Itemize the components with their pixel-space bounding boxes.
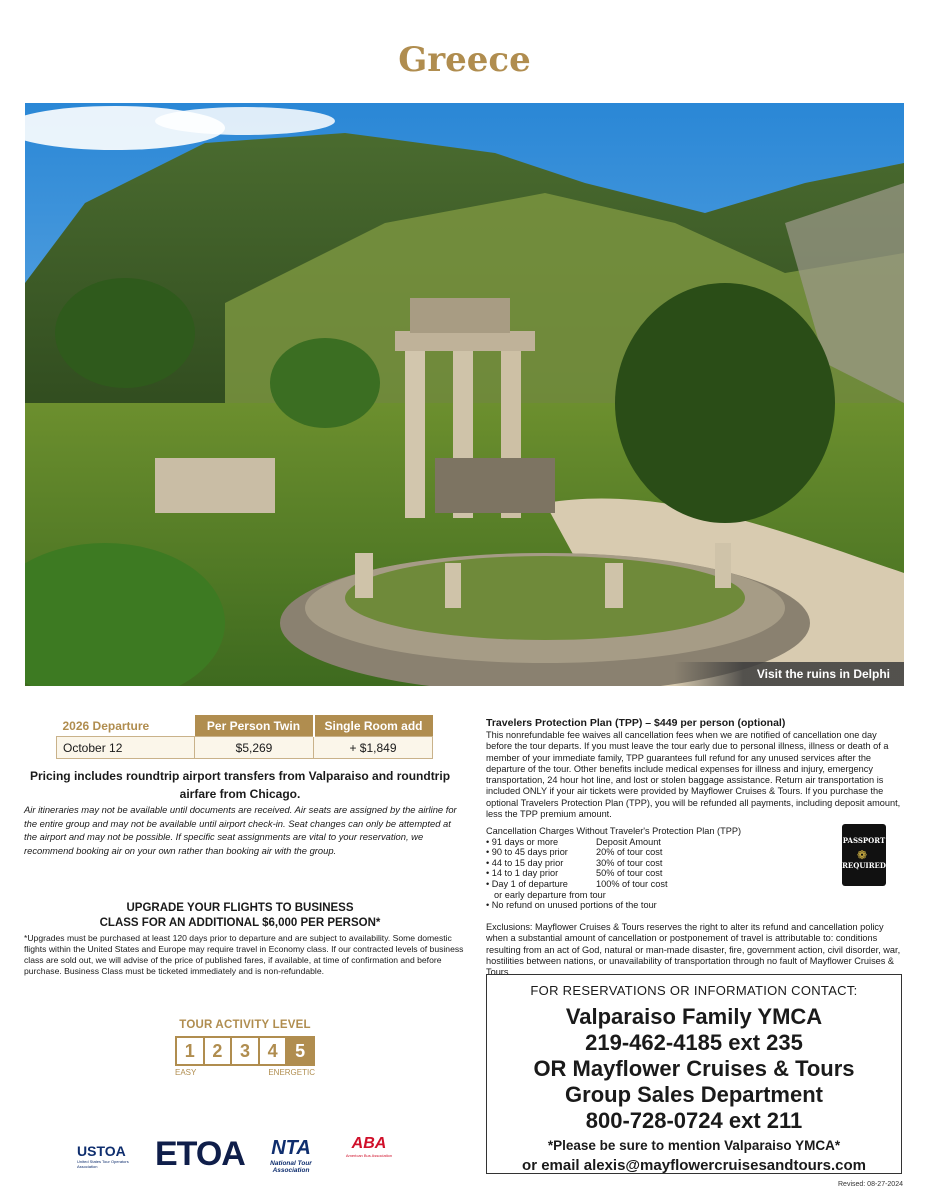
cancel-charge: 30% of tour cost: [596, 857, 663, 868]
passport-required-badge: [842, 824, 886, 886]
activity-level-3: 3: [232, 1038, 260, 1064]
etoa-logo: ETOA: [155, 1135, 245, 1173]
cancel-period: • 14 to 1 day prior: [486, 868, 559, 879]
cancellation-row: [486, 879, 816, 890]
upgrade-line-1: UPGRADE YOUR FLIGHTS TO BUSINESS: [126, 902, 354, 914]
cancellation-row: [486, 858, 816, 869]
tpp-title: Travelers Protection Plan (TPP) – $449 per person (optional): [486, 717, 786, 729]
required-label: REQUIRED: [842, 861, 886, 870]
cancellation-row: [486, 868, 816, 879]
activity-level-1: 1: [177, 1038, 205, 1064]
passport-seal-icon: ❁: [857, 848, 868, 862]
cancellation-title: Cancellation Charges Without Traveler's Protection Plan (TPP): [486, 826, 742, 836]
ustoa-mark: USTOA: [77, 1143, 126, 1159]
nta-mark: NTA: [271, 1137, 311, 1159]
activity-level-4: 4: [260, 1038, 288, 1064]
pricing-includes: Pricing includes roundtrip airport transfers from Valparaiso and roundtrip airfare from Chicago.: [29, 769, 451, 801]
activity-easy-label: EASY: [175, 1068, 197, 1077]
contact-phone-1[interactable]: 219-462-4185 ext 235: [585, 1030, 803, 1055]
upgrade-note: *Upgrades must be purchased at least 120 days prior to departure and are subject to availability. Some domestic flights within the United States and Europe may require travel in Economy class. If our contracted levels of business class are sold out, we will advise of the price of published fares, if available, at time of confirmation and before purchase. Business Class must be ticketed immediately and is non-refundable.: [24, 933, 464, 976]
cancel-period: • 91 days or more: [486, 836, 559, 847]
single-price: + $1,849: [314, 737, 433, 759]
activity-level-5-selected: 5: [287, 1038, 313, 1064]
revised-date: Revised: 08-27-2024: [838, 1181, 903, 1188]
single-header: Single Room add: [314, 715, 433, 737]
contact-box: [486, 974, 902, 1174]
aba-logo: [343, 1135, 395, 1158]
contact-header: FOR RESERVATIONS OR INFORMATION CONTACT:: [530, 983, 858, 998]
upgrade-heading: [24, 901, 456, 931]
activity-energetic-label: ENERGETIC: [268, 1068, 315, 1077]
nta-sub: National Tour Association: [270, 1160, 312, 1174]
activity-level: [175, 1019, 315, 1077]
exclusions-text: Exclusions: Mayflower Cruises & Tours reserves the right to alter its refund and cancellation policy when a substantial amount of cancellation or postponement of travel is attributable to: conditions resulting from an act of God, natural or man-made disaster, fire, government action, civil disorder, war, hostilities between nations, or unavailability of transportation through no fault of Mayflower Cruises & Tours.: [486, 922, 901, 978]
contact-email[interactable]: or email alexis@mayflowercruisesandtours.com: [522, 1157, 866, 1174]
cancel-period: • Day 1 of departure: [486, 878, 568, 889]
twin-header: Per Person Twin: [195, 715, 314, 737]
departure-date: October 12: [57, 737, 195, 759]
contact-dept: Group Sales Department: [565, 1082, 823, 1107]
aba-sub: American Bus Association: [345, 1153, 393, 1158]
cancel-charge: Deposit Amount: [596, 836, 661, 847]
cancel-charge: 100% of tour cost: [596, 878, 668, 889]
cancellation-row: [486, 847, 816, 858]
cancellation-row: [486, 837, 816, 848]
cancel-period: • 44 to 15 day prior: [486, 857, 564, 868]
photo-caption: Visit the ruins in Delphi: [674, 662, 904, 686]
aba-mark: ABA: [351, 1135, 387, 1152]
activity-scale: [175, 1036, 315, 1066]
passport-label: PASSPORT: [842, 836, 886, 845]
cancel-period: • 90 to 45 days prior: [486, 847, 568, 858]
upgrade-line-2: CLASS FOR AN ADDITIONAL $6,000 PER PERSON*: [99, 917, 381, 929]
contact-phone-2[interactable]: 800-728-0724 ext 211: [585, 1108, 803, 1133]
cancel-charge: 50% of tour cost: [596, 868, 663, 879]
page-title: Greece: [398, 40, 531, 80]
tpp-body: This nonrefundable fee waives all cancellation fees when we are notified of cancellation one day before the tour departs. If you must leave the tour early due to personal illness, illness or death of a member of your immediate family, TPP guarantees full refund for any unused services after the departure of the tour. Other benefits include medical expenses for illness and injury, emergency transportation, 24 hour hot line, and lost or stolen baggage assistance. Return air transportation is included ONLY if your air tickets were provided by Mayflower Cruises & Tours. If you purchase the optional Travelers Protection Plan (TPP), you will be refunded all payments, including deposit amount, less the TPP premium amount.: [486, 730, 901, 820]
association-logos: [77, 1133, 407, 1178]
ustoa-logo: [77, 1143, 149, 1169]
hero-photo: [25, 103, 904, 686]
activity-title: TOUR ACTIVITY LEVEL: [179, 1019, 311, 1031]
twin-price: $5,269: [195, 737, 314, 759]
contact-org: Valparaiso Family YMCA: [565, 1004, 823, 1029]
ustoa-sub: United States Tour Operators Association: [77, 1159, 129, 1169]
delphi-landscape-image: [25, 103, 904, 686]
no-refund-note: • No refund on unused portions of the tour: [486, 900, 657, 911]
departure-header: 2026 Departure: [57, 715, 195, 737]
contact-mention: *Please be sure to mention Valparaiso YMCA*: [547, 1138, 841, 1153]
pricing-table: [56, 715, 433, 759]
activity-level-2: 2: [205, 1038, 233, 1064]
cancel-charge: 20% of tour cost: [596, 847, 663, 858]
early-departure-note: or early departure from tour: [494, 889, 606, 900]
air-itinerary-note: Air itineraries may not be available until documents are received. Air seats are assigned by the airline for the entire group and may not be available until airport check-in. Seat changes can only be attempted at the airport and may not be possible. If specific seat assignments are vital to your reservation, we recommend booking air on your own rather than booking air with the group.: [24, 804, 457, 856]
cancellation-charges: [486, 826, 816, 911]
contact-alt: OR Mayflower Cruises & Tours: [533, 1056, 855, 1081]
nta-logo: [255, 1137, 327, 1174]
